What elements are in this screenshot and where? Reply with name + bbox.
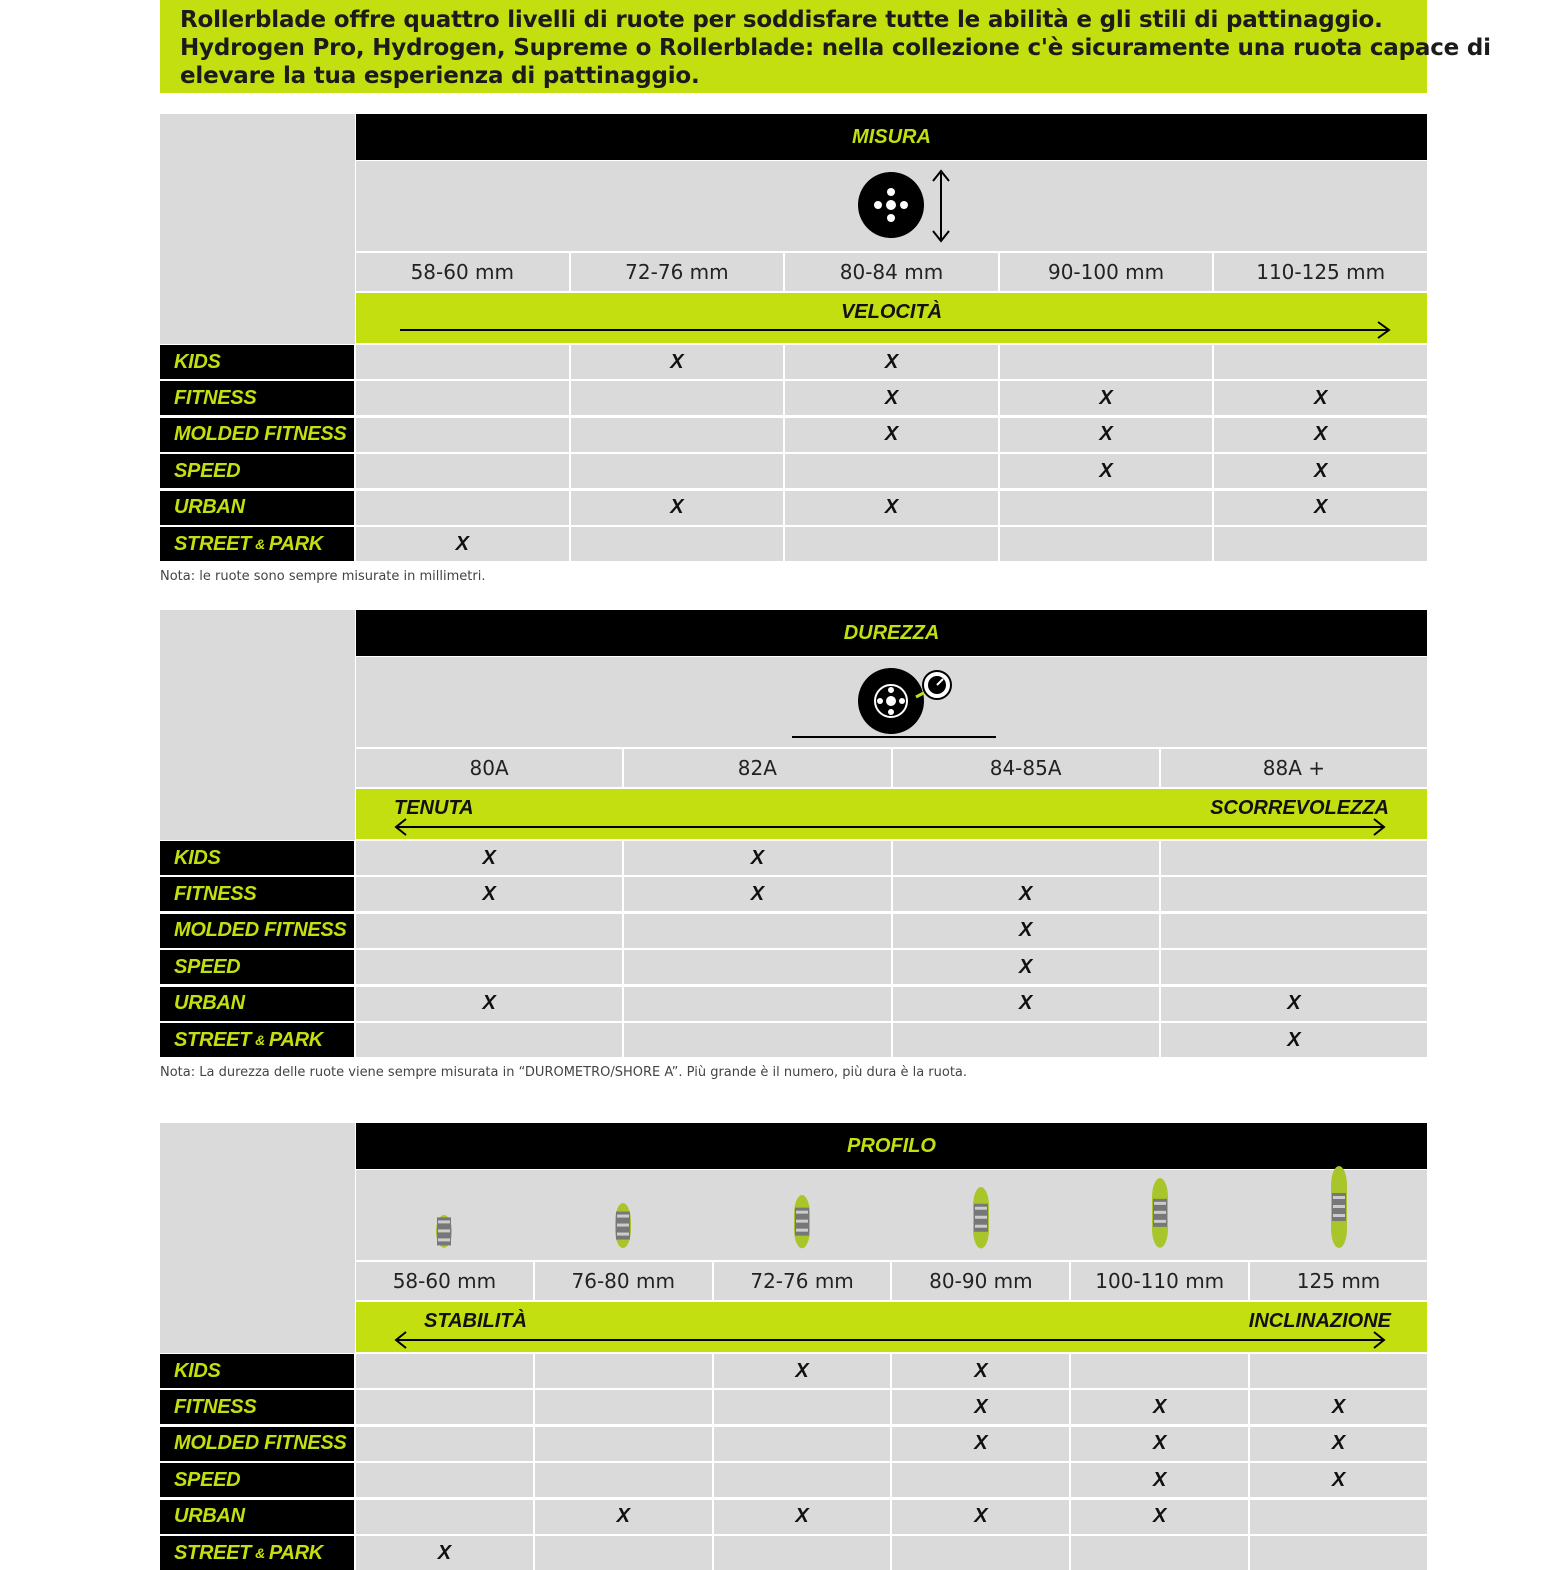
profilo-column-header: 80-90 mm xyxy=(892,1262,1069,1300)
table-cell xyxy=(356,1390,533,1424)
table-cell xyxy=(1161,877,1427,911)
durezza-row-molded-fitness xyxy=(160,914,1427,948)
profilo-stability-bar xyxy=(356,1302,1427,1352)
misura-row-street-park xyxy=(160,527,1427,561)
profilo-row-molded-fitness xyxy=(160,1427,1427,1461)
table-cell: X xyxy=(356,527,569,561)
table-cell xyxy=(1000,527,1213,561)
wheel-bearing xyxy=(1333,1205,1345,1208)
table-cell xyxy=(893,1023,1159,1057)
profilo-table xyxy=(160,1123,1427,1568)
table-cell xyxy=(571,527,784,561)
table-cell: X xyxy=(1071,1390,1248,1424)
wheel-bearing xyxy=(617,1214,629,1217)
table-cell xyxy=(624,1023,890,1057)
profilo-column-header: 58-60 mm xyxy=(356,1262,533,1300)
wheel-bearing xyxy=(617,1223,629,1226)
durezza-column-header: 82A xyxy=(624,749,890,787)
table-cell xyxy=(1250,1500,1427,1534)
table-cell xyxy=(785,454,998,488)
wheel-profile-icon xyxy=(1150,1178,1170,1254)
table-cell: X xyxy=(893,914,1159,948)
category-label: FITNESS xyxy=(160,877,354,911)
intro-line-2: Hydrogen Pro, Hydrogen, Supreme o Rollerblade: nella collezione c'è sicuramente una ruota capace di xyxy=(180,35,1491,61)
table-cell xyxy=(356,914,622,948)
table-cell: X xyxy=(892,1500,1069,1534)
category-label: MOLDED FITNESS xyxy=(160,418,354,452)
table-cell: X xyxy=(1071,1427,1248,1461)
table-cell xyxy=(624,914,890,948)
ampersand: & xyxy=(255,536,265,552)
durezza-icon-area xyxy=(356,657,1427,747)
table-cell xyxy=(893,841,1159,875)
table-cell: X xyxy=(893,987,1159,1021)
misura-column-header: 80-84 mm xyxy=(785,253,998,291)
table-cell: X xyxy=(785,491,998,525)
durezza-row-urban xyxy=(160,987,1427,1021)
table-cell xyxy=(535,1536,712,1570)
durezza-row-street-park xyxy=(160,1023,1427,1057)
profilo-column-header: 72-76 mm xyxy=(714,1262,891,1300)
table-cell: X xyxy=(571,491,784,525)
wheel-bearing xyxy=(975,1206,987,1209)
table-cell xyxy=(1161,950,1427,984)
table-cell xyxy=(571,454,784,488)
table-cell: X xyxy=(1250,1390,1427,1424)
wheel-bearing xyxy=(1154,1220,1166,1223)
table-cell xyxy=(714,1390,891,1424)
profile-icon-cell xyxy=(892,1170,1069,1260)
profilo-row-urban xyxy=(160,1500,1427,1534)
table-cell xyxy=(356,381,569,415)
wheel-bearing xyxy=(975,1215,987,1218)
table-cell xyxy=(356,1463,533,1497)
wheel-bearing xyxy=(975,1224,987,1227)
misura-column-header: 110-125 mm xyxy=(1214,253,1427,291)
table-cell xyxy=(1000,345,1213,379)
category-label-part: STREET xyxy=(174,1541,252,1564)
profile-icon-cell xyxy=(714,1170,891,1260)
table-cell: X xyxy=(1071,1463,1248,1497)
table-cell xyxy=(624,950,890,984)
wheel-bearing xyxy=(1154,1211,1166,1214)
table-cell xyxy=(714,1427,891,1461)
table-cell: X xyxy=(571,345,784,379)
table-cell xyxy=(714,1536,891,1570)
stability-label: STABILITÀ xyxy=(424,1310,527,1332)
durezza-column-header: 80A xyxy=(356,749,622,787)
ampersand: & xyxy=(255,1032,265,1048)
misura-row-fitness xyxy=(160,381,1427,415)
durezza-corner xyxy=(160,610,355,840)
table-cell xyxy=(356,1500,533,1534)
durezza-header: DUREZZA xyxy=(356,610,1427,656)
profile-icon-cell xyxy=(535,1170,712,1260)
profile-icon-cell xyxy=(1071,1170,1248,1260)
misura-speed-bar xyxy=(356,293,1427,343)
table-cell xyxy=(356,950,622,984)
table-cell: X xyxy=(1000,454,1213,488)
category-label: SPEED xyxy=(160,1463,354,1497)
category-label-part: PARK xyxy=(268,1028,323,1051)
table-cell xyxy=(571,381,784,415)
category-label: FITNESS xyxy=(160,1390,354,1424)
table-cell xyxy=(892,1463,1069,1497)
tilt-label: INCLINAZIONE xyxy=(1248,1310,1391,1332)
profilo-column-header: 76-80 mm xyxy=(535,1262,712,1300)
table-cell: X xyxy=(1161,1023,1427,1057)
table-cell xyxy=(785,527,998,561)
table-cell: X xyxy=(1214,418,1427,452)
durezza-row-kids xyxy=(160,841,1427,875)
category-label xyxy=(160,1536,354,1570)
category-label: SPEED xyxy=(160,454,354,488)
table-cell: X xyxy=(893,950,1159,984)
misura-icon-area xyxy=(356,161,1427,251)
wheel-bearing xyxy=(796,1228,808,1231)
table-cell: X xyxy=(714,1500,891,1534)
misura-corner xyxy=(160,114,355,344)
wheel-bearing xyxy=(438,1230,450,1233)
durezza-note: Nota: La durezza delle ruote viene sempre misurata in “DUROMETRO/SHORE A”. Più grande è il numero, più dura è la ruota. xyxy=(160,1065,968,1080)
table-cell: X xyxy=(1214,491,1427,525)
profilo-row-kids xyxy=(160,1354,1427,1388)
misura-header: MISURA xyxy=(356,114,1427,160)
table-cell: X xyxy=(1000,381,1213,415)
profilo-column-header: 125 mm xyxy=(1250,1262,1427,1300)
table-cell xyxy=(535,1427,712,1461)
table-cell: X xyxy=(1250,1463,1427,1497)
wheel-bearing xyxy=(796,1210,808,1213)
wheel-bearing xyxy=(1154,1202,1166,1205)
table-cell xyxy=(1214,345,1427,379)
table-cell xyxy=(1214,527,1427,561)
table-cell: X xyxy=(893,877,1159,911)
table-cell xyxy=(1000,491,1213,525)
category-label-part: STREET xyxy=(174,532,252,555)
double-arrow-icon xyxy=(356,1302,1427,1352)
wheel-bearing xyxy=(438,1239,450,1242)
table-cell: X xyxy=(624,877,890,911)
table-cell: X xyxy=(1000,418,1213,452)
table-cell: X xyxy=(892,1390,1069,1424)
category-label xyxy=(160,527,354,561)
misura-size-row xyxy=(356,253,1427,291)
table-cell: X xyxy=(1214,454,1427,488)
table-cell: X xyxy=(1161,987,1427,1021)
intro-line-1: Rollerblade offre quattro livelli di ruote per soddisfare tutte le abilità e gli stili di pattinaggio. xyxy=(180,7,1383,33)
profile-icon-cell xyxy=(356,1170,533,1260)
category-label-part: PARK xyxy=(268,532,323,555)
wheel-bearing xyxy=(438,1221,450,1224)
category-label xyxy=(160,1023,354,1057)
misura-note: Nota: le ruote sono sempre misurate in millimetri. xyxy=(160,569,486,584)
durezza-hardness-row xyxy=(356,749,1427,787)
misura-column-header: 90-100 mm xyxy=(1000,253,1213,291)
category-label: MOLDED FITNESS xyxy=(160,1427,354,1461)
wheel-profile-icon xyxy=(971,1187,991,1255)
table-cell: X xyxy=(785,418,998,452)
category-label: URBAN xyxy=(160,1500,354,1534)
table-cell xyxy=(1161,841,1427,875)
durometer-wheel-icon xyxy=(356,657,1427,747)
durezza-table xyxy=(160,610,1427,1058)
category-label: SPEED xyxy=(160,950,354,984)
category-label: MOLDED FITNESS xyxy=(160,914,354,948)
table-cell: X xyxy=(892,1354,1069,1388)
misura-row-urban xyxy=(160,491,1427,525)
category-label: URBAN xyxy=(160,987,354,1021)
table-cell: X xyxy=(624,841,890,875)
durezza-row-fitness xyxy=(160,877,1427,911)
table-cell: X xyxy=(1071,1500,1248,1534)
table-cell xyxy=(356,418,569,452)
misura-column-header: 58-60 mm xyxy=(356,253,569,291)
category-label: KIDS xyxy=(160,1354,354,1388)
table-cell xyxy=(1250,1536,1427,1570)
category-label: FITNESS xyxy=(160,381,354,415)
category-label: KIDS xyxy=(160,841,354,875)
table-cell: X xyxy=(356,1536,533,1570)
profilo-row-fitness xyxy=(160,1390,1427,1424)
table-cell xyxy=(356,491,569,525)
profilo-size-row xyxy=(356,1262,1427,1300)
table-cell: X xyxy=(785,345,998,379)
table-cell: X xyxy=(356,987,622,1021)
double-arrow-icon xyxy=(356,789,1427,839)
misura-row-speed xyxy=(160,454,1427,488)
wheel-profile-icon xyxy=(434,1215,454,1254)
durezza-column-header: 84-85A xyxy=(893,749,1159,787)
profilo-row-speed xyxy=(160,1463,1427,1497)
wheel-bearing xyxy=(1333,1196,1345,1199)
speed-label: VELOCITÀ xyxy=(840,301,943,323)
table-cell xyxy=(356,345,569,379)
table-cell xyxy=(571,418,784,452)
table-cell xyxy=(624,987,890,1021)
table-cell xyxy=(1071,1536,1248,1570)
misura-column-header: 72-76 mm xyxy=(571,253,784,291)
wheel-bearing xyxy=(1333,1214,1345,1217)
durezza-grip-bar xyxy=(356,789,1427,839)
profilo-row-street-park xyxy=(160,1536,1427,1570)
profilo-column-header: 100-110 mm xyxy=(1071,1262,1248,1300)
table-cell: X xyxy=(535,1500,712,1534)
misura-row-kids xyxy=(160,345,1427,379)
wheel-bearing xyxy=(617,1232,629,1235)
table-cell: X xyxy=(356,841,622,875)
profilo-corner xyxy=(160,1123,355,1353)
table-cell: X xyxy=(785,381,998,415)
durezza-row-speed xyxy=(160,950,1427,984)
table-cell: X xyxy=(1250,1427,1427,1461)
grip-label: TENUTA xyxy=(394,797,474,819)
wheel-profile-icon xyxy=(1329,1166,1349,1254)
arrow-right-icon xyxy=(356,293,1427,343)
category-label-part: PARK xyxy=(268,1541,323,1564)
intro-banner xyxy=(160,0,1491,93)
ampersand: & xyxy=(255,1545,265,1561)
misura-table xyxy=(160,114,1427,562)
table-cell xyxy=(356,1354,533,1388)
table-cell xyxy=(356,1427,533,1461)
table-cell xyxy=(892,1536,1069,1570)
intro-line-3: elevare la tua esperienza di pattinaggio. xyxy=(180,63,700,89)
wheel-profile-icon xyxy=(356,1170,1427,1260)
table-cell xyxy=(1250,1354,1427,1388)
profilo-header: PROFILO xyxy=(356,1123,1427,1169)
profile-icon-cell xyxy=(1250,1170,1427,1260)
wheel-size-icon xyxy=(356,161,1427,251)
table-cell xyxy=(356,1023,622,1057)
table-cell: X xyxy=(714,1354,891,1388)
wheel-profile-icon xyxy=(792,1195,812,1254)
misura-row-molded-fitness xyxy=(160,418,1427,452)
table-cell xyxy=(356,454,569,488)
wheel-profile-icon xyxy=(613,1203,633,1254)
durezza-column-header: 88A + xyxy=(1161,749,1427,787)
table-cell xyxy=(1071,1354,1248,1388)
table-cell xyxy=(535,1390,712,1424)
table-cell: X xyxy=(892,1427,1069,1461)
glide-label: SCORREVOLEZZA xyxy=(1210,797,1389,819)
table-cell: X xyxy=(356,877,622,911)
category-label: KIDS xyxy=(160,345,354,379)
table-cell xyxy=(535,1463,712,1497)
table-cell xyxy=(714,1463,891,1497)
category-label-part: STREET xyxy=(174,1028,252,1051)
category-label: URBAN xyxy=(160,491,354,525)
table-cell: X xyxy=(1214,381,1427,415)
wheel-bearing xyxy=(796,1219,808,1222)
table-cell xyxy=(1161,914,1427,948)
table-cell xyxy=(535,1354,712,1388)
